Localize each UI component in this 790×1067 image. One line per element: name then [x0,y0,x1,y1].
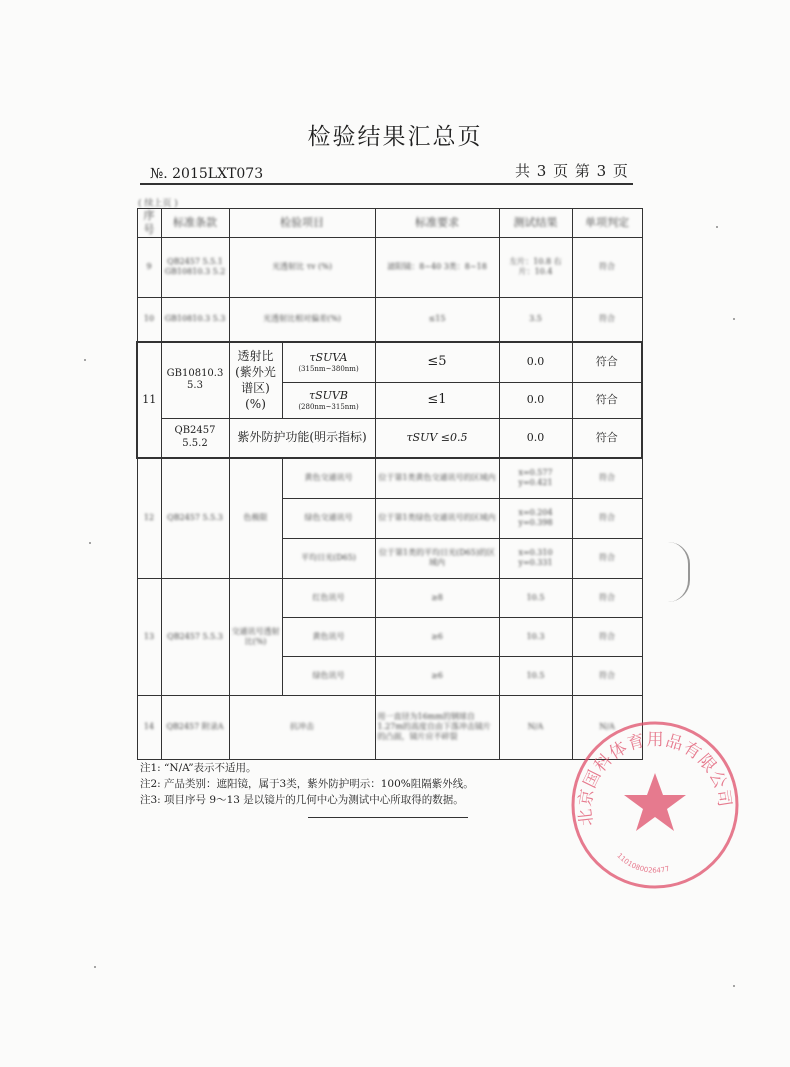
note-3: 注3: 项目序号 9～13 是以镜片的几何中心为测试中心所取得的数据。 [140,794,464,806]
row-requirement: 位于第1类的平均日光(D65)的区域内 [375,538,499,578]
seal-text: 北京国科体育用品有限公司 [575,730,735,827]
row-verdict: 符合 [572,237,642,297]
row-result: x=0.310 y=0.331 [499,538,572,578]
row-requirement: 用一直径为16mm的钢球自1.27m的高度自由下落冲击镜片的凸面，镜片应不碎裂 [375,695,499,759]
header-clause: 标准条款 [161,209,229,238]
row-verdict: 符合 [572,297,642,342]
row-item: 光透射比 τv (%) [229,237,375,297]
row-requirement: ≤1 [375,382,499,418]
row-requirement: τSUV ≤0.5 [375,418,499,458]
results-table [136,208,643,760]
header-result: 测试结果 [499,209,572,238]
star-icon [624,773,686,831]
row-requirement: ≥6 [375,617,499,656]
table-row [137,458,642,498]
note-2: 注2: 产品类别：遮阳镜，属于3类，紫外防护明示：100%阻隔紫外线。 [140,778,474,790]
row-no: 13 [137,578,161,695]
table-row [137,342,642,382]
row-verdict: 符合 [572,538,642,578]
tau-suvb-label: τSUVB [309,388,348,402]
row-no: 14 [137,695,161,759]
row-item: 透射比(紫外光谱区)(%) [229,342,282,418]
row-result: 0.0 [499,342,572,382]
row-requirement: ≥6 [375,656,499,695]
row-no: 10 [137,297,161,342]
table-row [137,578,642,617]
row-verdict: 符合 [572,656,642,695]
sub-item-cell [282,342,375,382]
row-result: 10.3 [499,617,572,656]
row-verdict: 符合 [572,342,642,382]
row-requirement: ≤5 [375,342,499,382]
row-requirement: 位于第1类绿色交通讯号的区域内 [375,498,499,538]
row-verdict: 符合 [572,617,642,656]
row-item: 色极限 [229,458,282,578]
row-result: 3.5 [499,297,572,342]
sub-item: 平均日光(D65) [282,538,375,578]
scan-speck [716,226,718,228]
row-result: x=0.204 y=0.398 [499,498,572,538]
header-item: 检验项目 [229,209,375,238]
row-result: 0.0 [499,418,572,458]
row-no: 11 [137,342,161,458]
range-label: (315nm~380nm) [298,364,359,373]
row-requirement: ≥8 [375,578,499,617]
header-no: 序号 [137,209,161,238]
row-clause: QB2457 5.5.3 [161,578,229,695]
scan-speck [733,985,735,987]
range-label: (280nm~315nm) [298,402,359,411]
row-clause: GB10810.3 5.3 [161,297,229,342]
row-result: 左片：10.8 右片：10.4 [499,237,572,297]
row-clause: QB2457 5.5.1 GB10810.3 5.2 [161,237,229,297]
sub-item-cell [282,382,375,418]
sub-item: 黄色讯号 [282,617,375,656]
sub-item: 红色讯号 [282,578,375,617]
table-row [137,297,642,342]
table-row [137,418,642,458]
row-clause: QB2457 附录A [161,695,229,759]
row-clause: QB2457 5.5.3 [161,458,229,578]
row-result: x=0.577 y=0.421 [499,458,572,498]
header-requirement: 标准要求 [375,209,499,238]
scan-speck [89,542,91,544]
header-verdict: 单项判定 [572,209,642,238]
table-row [137,237,642,297]
sub-item: 黄色交通讯号 [282,458,375,498]
scan-speck [84,359,86,361]
notes [140,760,474,808]
row-verdict: 符合 [572,382,642,418]
header-rule [140,183,633,185]
page-title: 检验结果汇总页 [307,124,483,150]
row-verdict: 符合 [572,578,642,617]
row-clause: GB10810.3 5.3 [161,342,229,418]
sub-item: 绿色交通讯号 [282,498,375,538]
bottom-rule [308,817,468,818]
note-1: 注1: “N/A”表示不适用。 [140,762,257,774]
row-verdict: 符合 [572,498,642,538]
table-header-row [137,209,642,238]
row-requirement: 位于第1类黄色交通讯号的区域内 [375,458,499,498]
row-verdict: 符合 [572,458,642,498]
row-result: 10.5 [499,656,572,695]
continued-label: ( 续上页 ) [138,199,178,209]
tau-suva-label: τSUVA [309,351,348,364]
scan-speck [94,966,96,968]
row-no: 9 [137,237,161,297]
row-item: 交通讯号透射比(%) [229,578,282,695]
svg-text:1101080026477 [615,852,670,875]
scan-mark [668,542,690,602]
row-result: 10.5 [499,578,572,617]
row-verdict: N/A [572,695,642,759]
row-requirement: 滤阳镜：8~40 3类：8~18 [375,237,499,297]
page-info: 共 3 页 第 3 页 [515,162,629,180]
sub-item: 绿色讯号 [282,656,375,695]
document-number: №. 2015LXT073 [150,166,264,182]
row-no: 12 [137,458,161,578]
row-item: 光透射比相对偏差(%) [229,297,375,342]
row-item: 紫外防护功能(明示指标) [229,418,375,458]
row-clause: QB2457 5.5.2 [161,418,229,458]
seal-number: 1101080026477 [615,851,671,875]
row-result: N/A [499,695,572,759]
row-verdict: 符合 [572,418,642,458]
row-requirement: ≤15 [375,297,499,342]
company-seal [565,715,745,895]
scan-speck [733,318,735,320]
row-item: 抗冲击 [229,695,375,759]
row-result: 0.0 [499,382,572,418]
